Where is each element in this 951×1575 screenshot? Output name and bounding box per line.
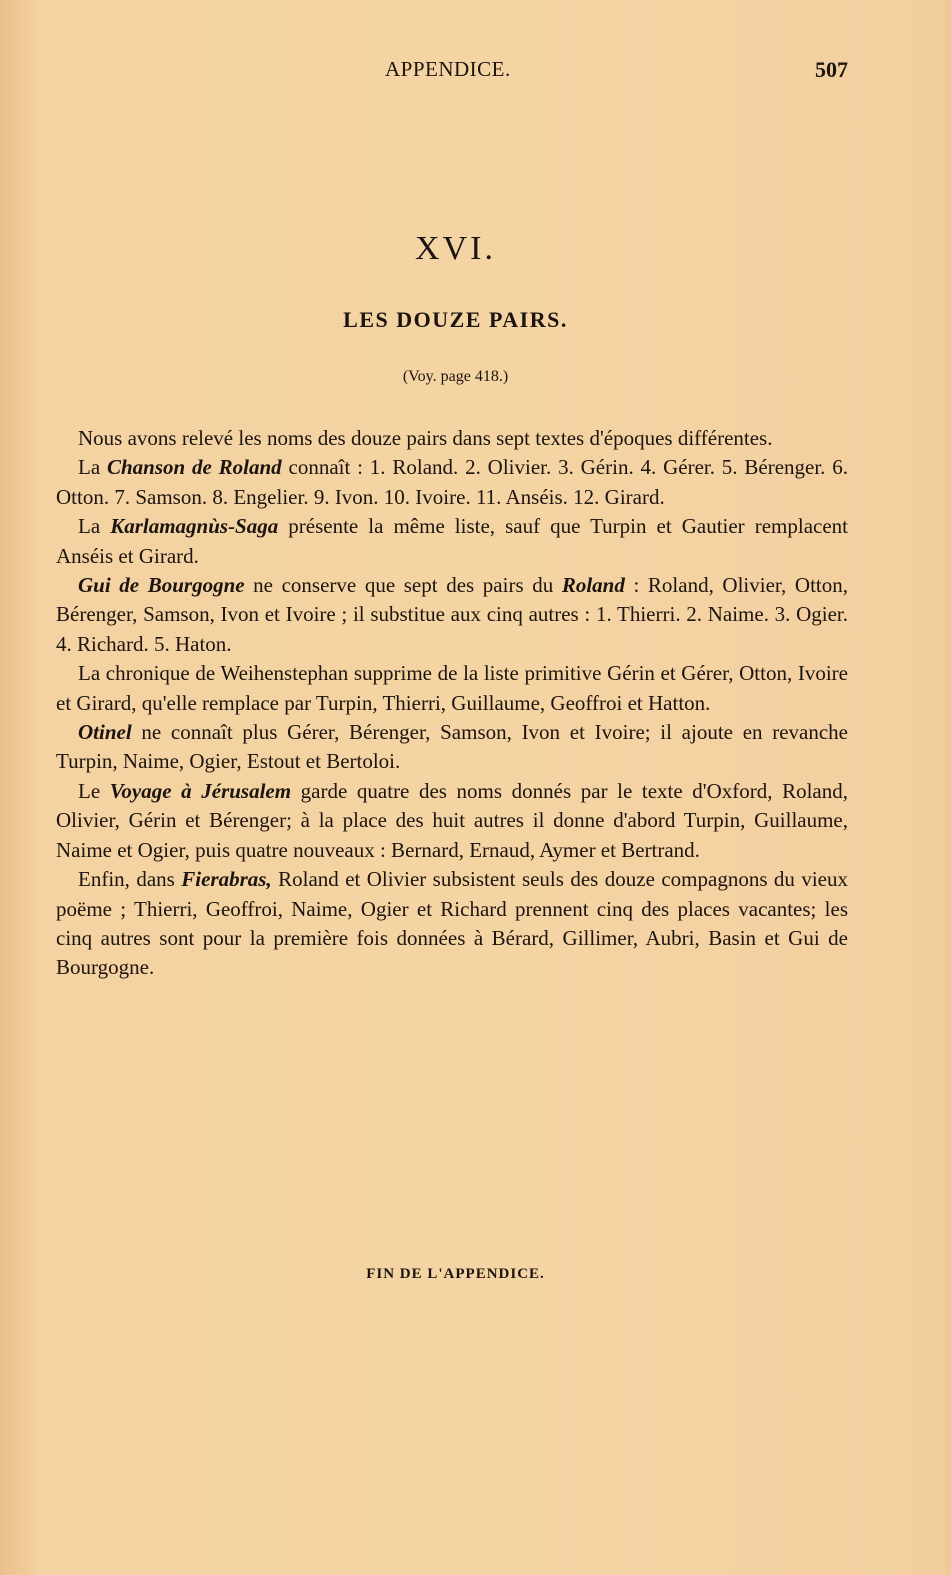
title-reference: Karlamagnùs-Saga: [110, 514, 279, 539]
text-segment: : Roland, Olivier, Otton, Bérenger, Samson, Ivon et Ivoire ; il substitue aux cinq autres : 1. Thierri. 2. Naime. 3. Ogier. 4. Richard. 5. Haton.: [56, 573, 848, 656]
paragraph: [56, 512, 848, 571]
paragraph: [56, 659, 848, 718]
body-text: [56, 424, 848, 983]
title-reference: Fierabras,: [181, 867, 272, 892]
text-segment: présente la même liste, sauf que Turpin et Gautier remplacent Anséis et Girard.: [56, 514, 848, 568]
title-reference: Gui de Bourgogne: [78, 573, 245, 598]
text-segment: Le: [78, 778, 110, 803]
chapter-number: XVI.: [415, 230, 496, 267]
text-segment: Enfin, dans: [78, 867, 182, 892]
running-head: [0, 57, 951, 87]
paragraph: [56, 718, 848, 777]
text-segment: La chronique de Weihenstephan supprime de la liste primitive Gérin et Gérer, Otton, Ivoire et Girard, qu'elle remplace par Turpin, Thierri, Guillaume, Geoffroi et Hatton.: [56, 661, 848, 715]
text-segment: Roland et Olivier subsistent seuls des douze compagnons du vieux poëme ; Thierri, Geoffroi, Naime, Ogier et Richard prennent cinq des places vacantes; les cinq autres sont pour la première fois données à Bérard, Gillimer, Aubri, Basin et Gui de Bourgogne.: [56, 867, 848, 980]
paragraph: [56, 777, 848, 865]
running-title: APPENDICE.: [385, 57, 511, 81]
paragraph: [56, 571, 848, 659]
cross-reference: (Voy. page 418.): [402, 368, 509, 385]
paragraph: [56, 865, 848, 983]
text-segment: ne conserve que sept des pairs du: [244, 573, 562, 598]
title-reference: Roland: [561, 573, 625, 598]
title-reference: Voyage à Jérusalem: [109, 778, 292, 803]
title-reference: Chanson de Roland: [106, 455, 282, 480]
paragraph: [56, 453, 848, 512]
text-segment: La: [78, 514, 111, 539]
text-segment: La: [78, 455, 107, 480]
paragraph: [56, 424, 848, 453]
end-note: FIN DE L'APPENDICE.: [366, 1266, 545, 1282]
text-segment: connaît : 1. Roland. 2. Olivier. 3. Gérin. 4. Gérer. 5. Bérenger. 6. Otton. 7. Samson. 8. Engelier. 9. Ivon. 10. Ivoire. 11. Anséis. 12. Girard.: [56, 455, 848, 509]
title-reference: Otinel: [78, 720, 132, 745]
page-number: 507: [815, 57, 848, 82]
text-segment: Nous avons relevé les noms des douze pairs dans sept textes d'époques différentes.: [78, 426, 773, 450]
chapter-title: LES DOUZE PAIRS.: [343, 307, 568, 332]
text-segment: garde quatre des noms donnés par le texte d'Oxford, Roland, Olivier, Gérin et Bérenger; à la place des huit autres il donne d'abord Turpin, Guillaume, Naime et Ogier, puis quatre nouveaux : Bernard, Ernaud, Aymer et Bertrand.: [56, 778, 848, 862]
text-segment: ne connaît plus Gérer, Bérenger, Samson, Ivon et Ivoire; il ajoute en revanche Turpin, Naime, Ogier, Estout et Bertoloi.: [56, 720, 848, 774]
